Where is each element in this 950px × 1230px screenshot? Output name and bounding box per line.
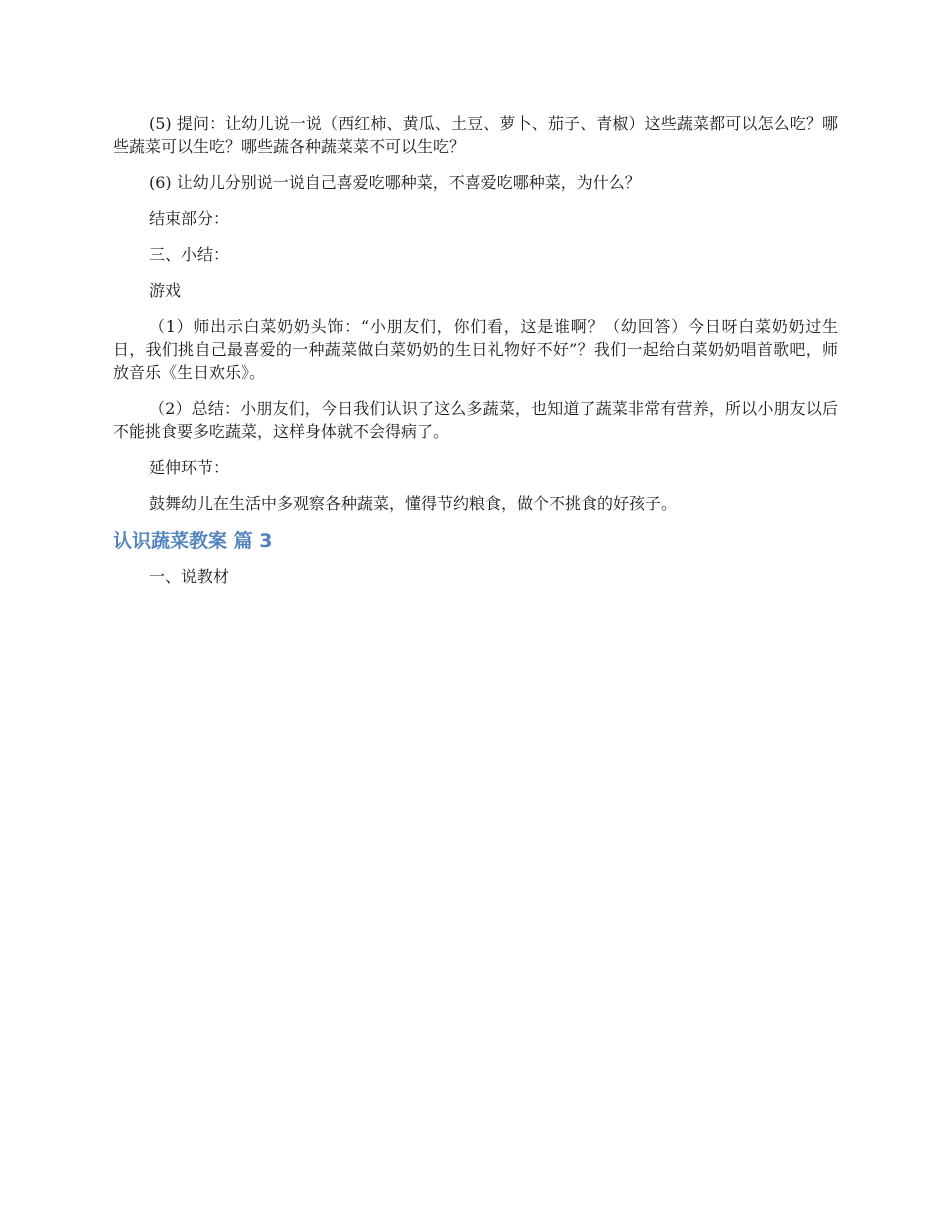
paragraph-extension-text: 鼓舞幼儿在生活中多观察各种蔬菜，懂得节约粮食，做个不挑食的好孩子。 <box>149 494 678 513</box>
paragraph-game-step-1: （1）师出示白菜奶奶头饰：“小朋友们，你们看，这是谁啊？（幼回答）今日呀白菜奶奶过生日，我们挑自己最喜爱的一种蔬菜做白菜奶奶的生日礼物好不好”？我们一起给白菜奶奶唱首歌吧，师放音乐《生日欢乐》。 <box>113 317 838 382</box>
paragraph-ending-label: 结束部分： <box>149 209 230 228</box>
paragraph-extension-label: 延伸环节： <box>149 458 230 477</box>
paragraph-step-5: (5) 提问：让幼儿说一说（西红柿、黄瓜、土豆、萝卜、茄子、青椒）这些蔬菜都可以怎么吃？哪些蔬菜可以生吃？哪些蔬各种蔬菜菜不可以生吃？ <box>113 114 838 156</box>
paragraph-step-6: (6) 让幼儿分别说一说自己喜爱吃哪种菜，不喜爱吃哪种菜，为什么？ <box>149 173 641 192</box>
paragraph-game-label: 游戏 <box>149 281 182 300</box>
paragraph-game-step-2: （2）总结：小朋友们，今日我们认识了这么多蔬菜，也知道了蔬菜非常有营养，所以小朋友以后不能挑食要多吃蔬菜，这样身体就不会得病了。 <box>113 399 838 441</box>
paragraph-talk-material: 一、说教材 <box>149 567 230 586</box>
document-page <box>113 112 838 601</box>
paragraph-summary-label: 三、小结： <box>149 245 230 264</box>
section-heading: 认识蔬菜教案 篇 3 <box>113 530 273 552</box>
